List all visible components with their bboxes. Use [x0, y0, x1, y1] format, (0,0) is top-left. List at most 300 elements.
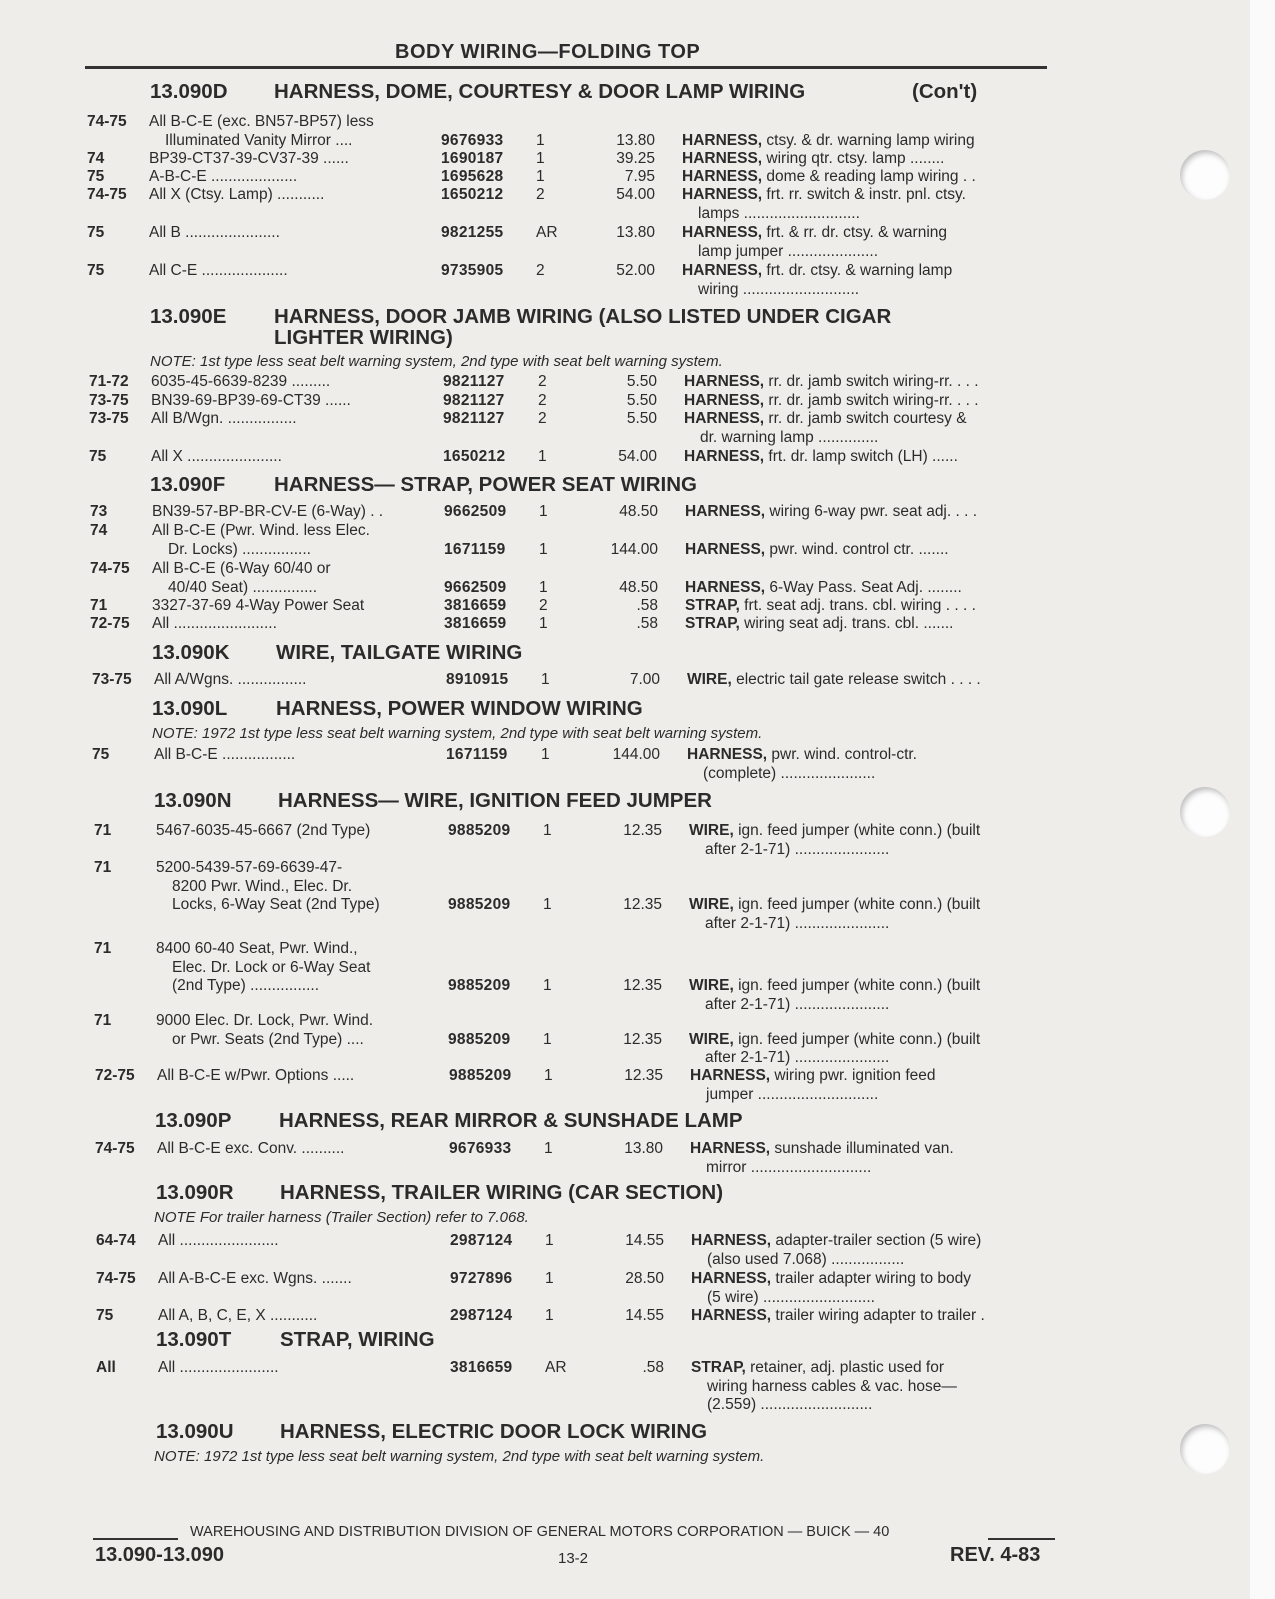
- row-part-name: HARNESS,: [691, 1232, 772, 1249]
- row-quantity: 2: [536, 186, 545, 203]
- row-price: 39.25: [616, 150, 655, 167]
- section-heading: [150, 305, 891, 329]
- row-description-line: HARNESS, sunshade illuminated van.: [690, 1140, 954, 1157]
- row-description-line: after 2-1-71) ......................: [705, 840, 890, 858]
- row-description: [689, 1031, 1064, 1068]
- row-description-line: WIRE, ign. feed jumper (white conn.) (built: [689, 1030, 981, 1048]
- row-part-name: HARNESS,: [682, 131, 763, 149]
- row-description-line: wiring ...........................: [698, 280, 860, 298]
- row-model: [158, 1359, 433, 1378]
- row-description: [691, 1270, 1066, 1307]
- row-description-line: after 2-1-71) ......................: [705, 914, 890, 932]
- row-part-name: STRAP,: [691, 1359, 746, 1376]
- row-quantity: 1: [536, 131, 545, 149]
- row-price: 13.80: [616, 224, 655, 241]
- row-part-number: 3816659: [444, 597, 507, 614]
- section-heading: [156, 1181, 723, 1205]
- binder-hole: [1180, 1424, 1230, 1474]
- row-part-name: WIRE,: [689, 896, 734, 913]
- row-model: [151, 410, 426, 429]
- row-price: 13.80: [624, 1140, 663, 1157]
- row-quantity: 1: [539, 615, 548, 632]
- row-part-name: HARNESS,: [691, 1307, 772, 1324]
- row-model: [152, 522, 427, 559]
- row-model-line: 8400 60-40 Seat, Pwr. Wind.,: [156, 940, 358, 957]
- footer-page-number: 13-2: [558, 1550, 589, 1567]
- row-model-line: All A-B-C-E exc. Wgns. .......: [158, 1270, 352, 1287]
- row-model-line: All .......................: [158, 1232, 279, 1249]
- row-description: [682, 186, 1057, 223]
- section-title: HARNESS, ELECTRIC DOOR LOCK WIRING: [280, 1420, 708, 1443]
- row-part-name: STRAP,: [685, 615, 740, 632]
- section-title: STRAP, WIRING: [280, 1328, 435, 1351]
- row-quantity: 2: [538, 410, 547, 427]
- row-price: 5.50: [626, 392, 657, 409]
- row-price: .58: [642, 1359, 664, 1376]
- row-model: [156, 940, 431, 996]
- row-price: 52.00: [616, 262, 655, 279]
- row-quantity: 1: [543, 977, 552, 994]
- row-price: 48.50: [619, 578, 658, 596]
- row-quantity: 1: [538, 448, 547, 465]
- row-part-number: 1690187: [441, 150, 504, 167]
- row-model-line: 6035-45-6639-8239 .........: [151, 373, 331, 390]
- row-part-number: 2987124: [450, 1232, 513, 1249]
- row-model-line: All B-C-E .................: [154, 746, 296, 763]
- row-part-name: WIRE,: [689, 977, 734, 994]
- row-quantity: 1: [536, 168, 545, 185]
- row-part-name: HARNESS,: [682, 150, 763, 167]
- section-heading: [150, 80, 805, 104]
- row-part-name: HARNESS,: [687, 746, 768, 763]
- row-model: [158, 1232, 433, 1251]
- row-description: [691, 1232, 1066, 1269]
- section-continued: (Con't): [912, 80, 978, 103]
- row-price: 12.35: [623, 822, 662, 839]
- row-year: 74-75: [96, 1270, 136, 1287]
- row-model-line: All B-C-E (exc. BN57-BP57) less: [149, 113, 374, 130]
- section-note: NOTE: 1972 1st type less seat belt warning system, 2nd type with seat belt warning system.: [154, 1448, 765, 1465]
- row-model-line: All X (Ctsy. Lamp) ...........: [149, 186, 325, 203]
- row-part-number: 9676933: [449, 1140, 512, 1157]
- row-description-line: jumper ............................: [706, 1085, 879, 1103]
- binder-hole: [1180, 150, 1230, 200]
- row-part-number: 9885209: [448, 977, 511, 994]
- row-quantity: AR: [536, 224, 558, 241]
- row-part-name: WIRE,: [687, 671, 732, 688]
- row-model: [158, 1307, 433, 1326]
- row-year: 74-75: [90, 560, 130, 577]
- row-part-name: HARNESS,: [690, 1067, 771, 1084]
- row-model: [156, 859, 431, 915]
- row-description-line: (2.559) ..........................: [707, 1396, 873, 1413]
- row-year: 71-72: [89, 373, 129, 390]
- row-model-line: A-B-C-E ....................: [149, 168, 298, 185]
- row-year: 73: [90, 503, 108, 520]
- row-price: .58: [636, 597, 658, 614]
- row-price: 144.00: [612, 746, 660, 763]
- row-description: [684, 448, 1059, 467]
- row-description-line: after 2-1-71) ......................: [705, 1049, 890, 1066]
- row-model-line: 40/40 Seat) ...............: [168, 578, 318, 596]
- row-model-line: 5467-6035-45-6667 (2nd Type): [156, 822, 371, 839]
- row-description-line: (also used 7.068) .................: [707, 1250, 905, 1268]
- section-title: WIRE, TAILGATE WIRING: [276, 641, 523, 664]
- row-description-line: mirror ............................: [706, 1158, 872, 1176]
- row-model: [151, 373, 426, 392]
- row-description-line: HARNESS, frt. dr. ctsy. & warning lamp: [682, 262, 953, 279]
- row-description-line: WIRE, electric tail gate release switch . . . .: [687, 671, 981, 688]
- row-model-line: All .......................: [158, 1359, 279, 1376]
- row-description: [684, 410, 1059, 447]
- row-description-line: (5 wire) ..........................: [707, 1288, 875, 1306]
- row-description: [682, 150, 1057, 169]
- row-part-name: HARNESS,: [685, 503, 766, 520]
- row-price: 5.50: [626, 410, 657, 427]
- row-description: [682, 224, 1057, 261]
- row-year: 75: [87, 168, 105, 185]
- row-description-line: HARNESS, wiring 6-way pwr. seat adj. . . .: [685, 503, 978, 520]
- row-description: [682, 168, 1057, 187]
- row-quantity: 1: [541, 671, 550, 688]
- row-model-line: 9000 Elec. Dr. Lock, Pwr. Wind.: [156, 1012, 374, 1029]
- row-part-number: 9662509: [444, 578, 507, 596]
- row-part-number: 9676933: [441, 131, 504, 149]
- section-heading: [155, 1109, 743, 1133]
- row-part-number: 1671159: [446, 746, 508, 763]
- row-price: 14.55: [625, 1307, 664, 1324]
- row-quantity: 1: [541, 746, 550, 763]
- footer-rule: [988, 1538, 1055, 1540]
- row-model-line: BN39-57-BP-BR-CV-E (6-Way) . .: [152, 503, 384, 520]
- row-model: [149, 262, 424, 281]
- row-description: [685, 503, 1060, 522]
- row-part-number: 1650212: [443, 448, 506, 465]
- row-description-line: HARNESS, frt. & rr. dr. ctsy. & warning: [682, 224, 948, 241]
- section-title: HARNESS, DOOR JAMB WIRING (ALSO LISTED UNDER CIGAR: [274, 305, 892, 328]
- row-price: 54.00: [616, 186, 655, 203]
- row-part-number: 3816659: [444, 615, 507, 632]
- row-description: [684, 373, 1059, 392]
- row-description-line: HARNESS, wiring pwr. ignition feed: [690, 1067, 936, 1084]
- row-price: 12.35: [623, 896, 662, 913]
- row-part-name: HARNESS,: [682, 262, 763, 279]
- section-note: NOTE: 1972 1st type less seat belt warning system, 2nd type with seat belt warning system.: [152, 725, 763, 742]
- row-model-line: Illuminated Vanity Mirror ....: [165, 131, 353, 149]
- row-price: .58: [636, 615, 658, 632]
- footer-range: 13.090-13.090: [95, 1544, 225, 1566]
- row-description-line: HARNESS, rr. dr. jamb switch courtesy &: [684, 410, 967, 427]
- row-price: 13.80: [616, 131, 655, 149]
- row-description-line: STRAP, frt. seat adj. trans. cbl. wiring . . . .: [685, 597, 976, 614]
- row-year: 72-75: [95, 1067, 135, 1084]
- row-description: [685, 597, 1060, 616]
- row-quantity: AR: [545, 1359, 567, 1376]
- row-part-number: 9735905: [441, 262, 504, 279]
- row-quantity: 2: [539, 597, 548, 614]
- row-quantity: 1: [545, 1232, 554, 1249]
- row-year: 71: [94, 822, 112, 839]
- row-year: 75: [87, 224, 105, 241]
- section-code: 13.090T: [156, 1328, 232, 1351]
- row-description: [685, 615, 1060, 634]
- section-title: HARNESS— STRAP, POWER SEAT WIRING: [274, 473, 697, 496]
- row-model: [151, 448, 426, 467]
- row-model-line: All B/Wgn. ................: [151, 410, 297, 427]
- row-part-number: 9885209: [448, 822, 511, 839]
- row-part-number: 9662509: [444, 503, 507, 520]
- row-part-number: 9821127: [443, 410, 505, 427]
- row-part-name: HARNESS,: [690, 1140, 771, 1157]
- row-model-line: All X ......................: [151, 448, 282, 465]
- footer-revision: REV. 4-83: [950, 1544, 1041, 1566]
- row-part-number: 1671159: [444, 540, 506, 558]
- section-heading: [154, 789, 712, 813]
- row-year: 64-74: [96, 1232, 136, 1249]
- section-heading: [156, 1420, 707, 1444]
- row-part-name: HARNESS,: [682, 224, 763, 241]
- row-price: 12.35: [623, 977, 662, 994]
- row-model-line: BP39-CT37-39-CV37-39 ......: [149, 150, 349, 167]
- row-year: 71: [94, 1012, 112, 1029]
- row-part-name: HARNESS,: [682, 168, 763, 185]
- row-model-line: 8200 Pwr. Wind., Elec. Dr.: [172, 877, 353, 895]
- row-description: [689, 977, 1064, 1014]
- section-title: HARNESS, POWER WINDOW WIRING: [276, 697, 643, 720]
- row-description-line: lamp jumper .....................: [698, 242, 879, 260]
- row-model: [156, 822, 431, 841]
- row-model-line: All B-C-E exc. Conv. ..........: [157, 1140, 345, 1157]
- row-part-number: 9885209: [448, 1030, 511, 1048]
- row-year: All: [96, 1359, 116, 1376]
- row-year: 74: [90, 522, 108, 539]
- row-model-line: 5200-5439-57-69-6639-47-: [156, 859, 343, 876]
- row-part-name: HARNESS,: [684, 410, 765, 427]
- row-quantity: 1: [543, 822, 552, 839]
- row-description-line: WIRE, ign. feed jumper (white conn.) (built: [689, 896, 981, 913]
- row-model: [157, 1140, 432, 1159]
- row-part-name: WIRE,: [689, 1030, 734, 1048]
- row-model: [152, 597, 427, 616]
- row-model: [152, 560, 427, 597]
- section-title: HARNESS, TRAILER WIRING (CAR SECTION): [280, 1181, 724, 1204]
- row-part-number: 9821127: [443, 373, 505, 390]
- section-code: 13.090N: [154, 789, 232, 812]
- section-heading: [152, 641, 522, 665]
- row-model: [154, 746, 429, 765]
- row-description-line: HARNESS, pwr. wind. control ctr. .......: [685, 540, 949, 558]
- section-code: 13.090K: [152, 641, 230, 664]
- row-year: 73-75: [89, 410, 129, 427]
- row-price: 14.55: [625, 1232, 664, 1249]
- row-part-name: HARNESS,: [685, 578, 766, 596]
- row-description-line: HARNESS, frt. rr. switch & instr. pnl. ctsy.: [682, 186, 966, 203]
- row-description-line: HARNESS, wiring qtr. ctsy. lamp ........: [682, 150, 945, 167]
- row-description: [685, 541, 1060, 560]
- row-quantity: 2: [536, 262, 545, 279]
- row-quantity: 1: [539, 578, 548, 596]
- row-year: 74-75: [87, 186, 127, 203]
- row-description-line: dr. warning lamp ..............: [700, 428, 879, 446]
- row-part-name: HARNESS,: [684, 392, 765, 409]
- row-price: 5.50: [626, 373, 657, 390]
- row-model-line: 3327-37-69 4-Way Power Seat: [152, 597, 365, 614]
- binder-hole: [1180, 787, 1230, 837]
- row-price: 12.35: [624, 1067, 663, 1084]
- row-quantity: 1: [545, 1307, 554, 1324]
- row-part-name: HARNESS,: [684, 373, 765, 390]
- row-quantity: 1: [544, 1067, 553, 1084]
- row-model: [151, 392, 426, 411]
- row-model: [156, 1012, 431, 1049]
- row-model-line: All B-C-E (Pwr. Wind. less Elec.: [152, 522, 370, 539]
- row-year: 71: [94, 859, 112, 876]
- footer-division: WAREHOUSING AND DISTRIBUTION DIVISION OF GENERAL MOTORS CORPORATION — BUICK — 40: [190, 1524, 890, 1540]
- row-description: [690, 1140, 1065, 1177]
- row-year: 73-75: [89, 392, 129, 409]
- row-price: 7.00: [629, 671, 660, 688]
- row-model: [158, 1270, 433, 1289]
- row-model-line: or Pwr. Seats (2nd Type) ....: [172, 1030, 364, 1048]
- row-description-line: HARNESS, rr. dr. jamb switch wiring-rr. . . .: [684, 373, 979, 390]
- row-part-name: STRAP,: [685, 597, 740, 614]
- row-part-number: 9885209: [449, 1067, 512, 1084]
- page-edge: [1250, 0, 1275, 1599]
- row-price: 48.50: [619, 503, 658, 520]
- row-price: 7.95: [624, 168, 655, 185]
- row-description-line: HARNESS, rr. dr. jamb switch wiring-rr. . . .: [684, 392, 979, 409]
- row-quantity: 1: [545, 1270, 554, 1287]
- row-description-line: HARNESS, 6-Way Pass. Seat Adj. ........: [685, 578, 962, 596]
- page-title: BODY WIRING—FOLDING TOP: [395, 41, 701, 63]
- section-note: NOTE For trailer harness (Trailer Section) refer to 7.068.: [154, 1209, 529, 1226]
- row-part-number: 9821127: [443, 392, 505, 409]
- row-description-line: lamps ...........................: [698, 204, 860, 222]
- row-price: 28.50: [625, 1270, 664, 1287]
- row-description: [690, 1067, 1065, 1104]
- row-part-number: 9885209: [448, 896, 511, 913]
- section-heading: [156, 1328, 435, 1352]
- row-quantity: 1: [544, 1140, 553, 1157]
- header-rule: [85, 66, 1047, 69]
- row-year: 73-75: [92, 671, 132, 688]
- row-description: [682, 262, 1057, 299]
- row-description: [684, 392, 1059, 411]
- row-quantity: 2: [538, 373, 547, 390]
- section-title: HARNESS, DOME, COURTESY & DOOR LAMP WIRING: [274, 80, 806, 103]
- row-description-line: HARNESS, dome & reading lamp wiring . .: [682, 168, 976, 185]
- row-quantity: 1: [536, 150, 545, 167]
- row-description-line: HARNESS, ctsy. & dr. warning lamp wiring: [682, 131, 975, 149]
- row-year: 75: [87, 262, 105, 279]
- row-model: [154, 671, 429, 690]
- section-code: 13.090U: [156, 1420, 234, 1443]
- row-description-line: STRAP, wiring seat adj. trans. cbl. .......: [685, 615, 954, 632]
- row-model-line: All C-E ....................: [149, 262, 288, 279]
- row-quantity: 1: [543, 896, 552, 913]
- row-model-line: All B-C-E w/Pwr. Options .....: [157, 1067, 355, 1084]
- row-description-line: HARNESS, frt. dr. lamp switch (LH) ......: [684, 448, 958, 465]
- row-model-line: All B ......................: [149, 224, 280, 241]
- row-model-line: Locks, 6-Way Seat (2nd Type): [172, 896, 380, 913]
- row-description: [682, 132, 1057, 151]
- row-model-line: All B-C-E (6-Way 60/40 or: [152, 560, 331, 577]
- row-year: 74-75: [87, 113, 127, 130]
- row-price: 12.35: [623, 1030, 662, 1048]
- row-part-number: 1695628: [441, 168, 504, 185]
- row-description: [689, 822, 1064, 859]
- row-model: [149, 150, 424, 169]
- row-model-line: Dr. Locks) ................: [168, 540, 311, 558]
- section-code: 13.090R: [156, 1181, 234, 1204]
- row-model: [149, 186, 424, 205]
- row-quantity: 1: [539, 503, 548, 520]
- row-part-name: HARNESS,: [691, 1270, 772, 1287]
- row-model-line: BN39-69-BP39-69-CT39 ......: [151, 392, 351, 409]
- section-code: 13.090F: [150, 473, 226, 496]
- row-model: [149, 113, 424, 150]
- row-year: 75: [96, 1307, 114, 1324]
- row-description: [689, 896, 1064, 933]
- section-heading: [152, 697, 643, 721]
- row-model-line: All ........................: [152, 615, 277, 632]
- row-year: 75: [89, 448, 107, 465]
- row-part-number: 2987124: [450, 1307, 513, 1324]
- row-year: 71: [90, 597, 108, 614]
- row-model-line: (2nd Type) ................: [172, 977, 320, 994]
- row-model-line: Elec. Dr. Lock or 6-Way Seat: [172, 958, 371, 976]
- row-model: [149, 224, 424, 243]
- row-description-line: WIRE, ign. feed jumper (white conn.) (built: [689, 822, 981, 839]
- section-note: NOTE: 1st type less seat belt warning system, 2nd type with seat belt warning system.: [150, 353, 723, 370]
- row-description: [691, 1359, 1066, 1415]
- row-part-name: WIRE,: [689, 822, 734, 839]
- row-description-line: (complete) ......................: [703, 764, 876, 782]
- row-part-name: HARNESS,: [685, 540, 766, 558]
- row-part-number: 9821255: [441, 224, 504, 241]
- row-description: [687, 671, 1062, 690]
- row-model: [157, 1067, 432, 1086]
- row-description: [687, 746, 1062, 783]
- row-model-line: All A/Wgns. ................: [154, 671, 307, 688]
- row-description-line: HARNESS, trailer adapter wiring to body: [691, 1270, 971, 1287]
- row-year: 74-75: [95, 1140, 135, 1157]
- row-model-line: All A, B, C, E, X ...........: [158, 1307, 318, 1324]
- row-price: 144.00: [610, 540, 658, 558]
- row-year: 72-75: [90, 615, 130, 632]
- section-code: 13.090D: [150, 80, 228, 103]
- row-model: [149, 168, 424, 187]
- row-description-line: HARNESS, trailer wiring adapter to trailer .: [691, 1307, 985, 1324]
- footer-rule: [93, 1538, 178, 1540]
- row-description-line: HARNESS, adapter-trailer section (5 wire): [691, 1232, 982, 1249]
- row-quantity: 1: [539, 540, 548, 558]
- section-code: 13.090E: [150, 305, 227, 328]
- row-description-line: after 2-1-71) ......................: [705, 995, 890, 1013]
- row-year: 71: [94, 940, 112, 957]
- section-title: HARNESS, REAR MIRROR & SUNSHADE LAMP: [279, 1109, 743, 1132]
- row-price: 54.00: [618, 448, 657, 465]
- row-description-line: HARNESS, pwr. wind. control-ctr.: [687, 746, 917, 763]
- row-part-name: HARNESS,: [682, 186, 763, 203]
- row-part-number: 9727896: [450, 1270, 513, 1287]
- row-description-line: WIRE, ign. feed jumper (white conn.) (built: [689, 977, 981, 994]
- row-part-number: 3816659: [450, 1359, 513, 1376]
- row-part-number: 8910915: [446, 671, 509, 688]
- section-heading: [150, 473, 697, 497]
- row-description: [685, 579, 1060, 598]
- row-quantity: 2: [538, 392, 547, 409]
